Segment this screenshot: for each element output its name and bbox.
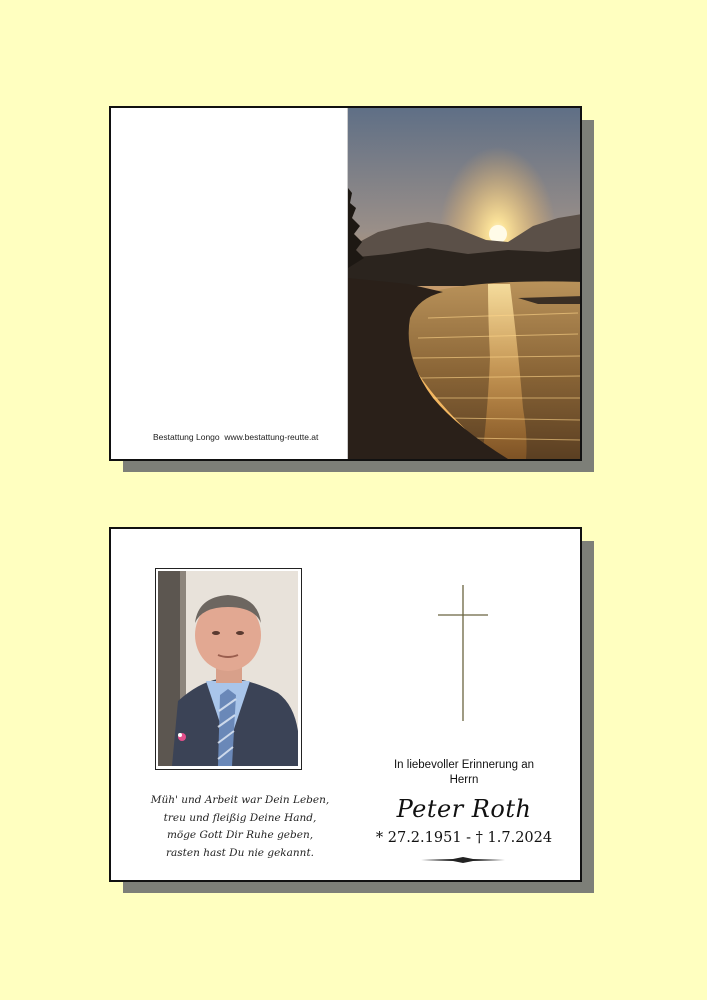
cross-icon	[438, 585, 488, 721]
card-top	[109, 106, 582, 461]
card-bottom	[109, 527, 582, 882]
sunset-river-image	[348, 108, 582, 459]
portrait-photo	[158, 571, 298, 766]
deceased-name: Peter Roth	[396, 795, 532, 823]
poem-line: treu und fleißig Deine Hand,	[163, 811, 317, 824]
publisher-url: www.bestattung-reutte.at	[224, 432, 319, 442]
intro-line: In liebevoller Erinnerung an	[393, 759, 534, 771]
life-dates: * 27.2.1951 - † 1.7.2024	[375, 830, 553, 846]
intro-line: Herrn	[449, 774, 479, 786]
portrait-photo-frame	[155, 568, 302, 770]
divider-ornament-icon	[421, 857, 505, 863]
publisher-name: Bestattung Longo	[153, 432, 220, 442]
publisher-credit	[153, 432, 318, 442]
poem-line: Müh' und Arbeit war Dein Leben,	[150, 794, 330, 806]
poem-line: möge Gott Dir Ruhe geben,	[166, 829, 314, 841]
memorial-intro	[365, 758, 563, 788]
poem-line: rasten hast Du nie gekannt.	[166, 846, 314, 859]
poem	[145, 792, 335, 862]
